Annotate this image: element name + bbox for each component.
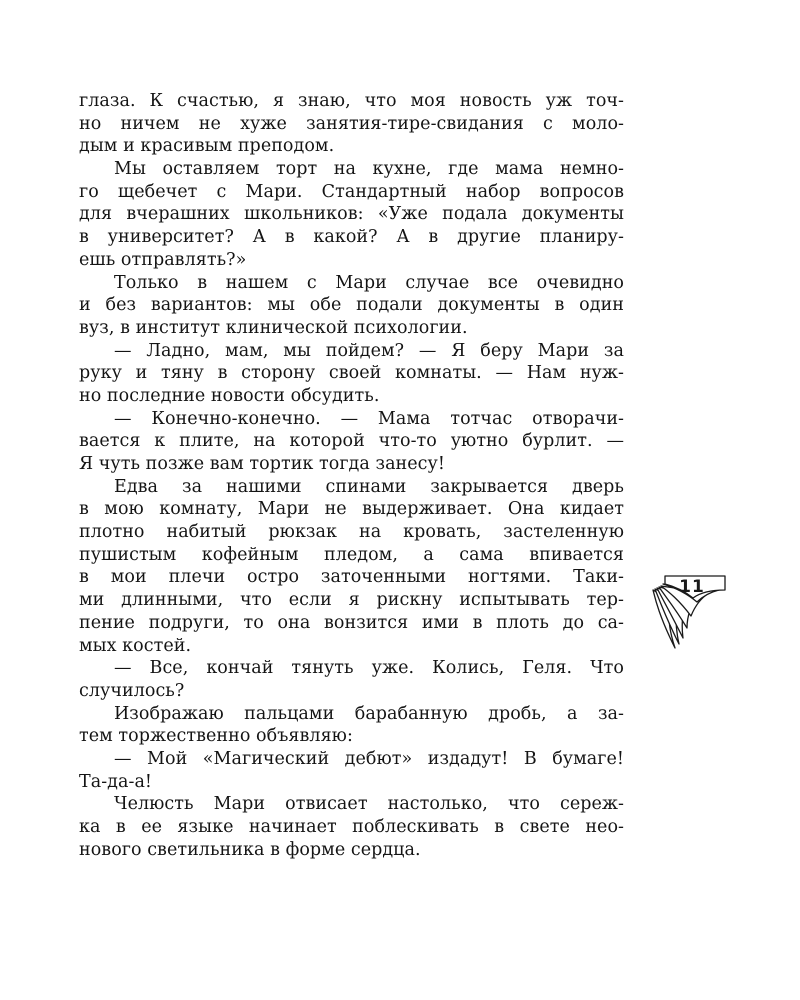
text-line: Только в нашем с Мари случае все очевидно (114, 272, 624, 293)
text-line: для вчерашних школьников: «Уже подала документы (79, 204, 624, 225)
text-line: Я чуть позже вам тортик тогда занесу! (79, 454, 445, 474)
text-line: ешь отправлять?» (79, 249, 247, 270)
text-line: вуз, в институт клинической психологии. (79, 317, 468, 338)
text-line: но ничем не хуже занятия-тире-свидания с моло- (79, 113, 624, 134)
body-text (79, 90, 624, 861)
text-line: случилось? (79, 680, 185, 701)
text-line: и без вариантов: мы обе подали документы в один (79, 295, 624, 316)
text-line: мых костей. (79, 635, 192, 656)
page-number: 11 (679, 577, 705, 597)
text-line: Едва за нашими спинами закрывается дверь (114, 476, 624, 497)
text-line: плотно набитый рюкзак на кровать, застеленную (79, 522, 624, 543)
text-line: в мои плечи остро заточенными ногтями. Таки- (79, 567, 624, 588)
text-line: го щебечет с Мари. Стандартный набор вопросов (79, 181, 624, 202)
text-line: ми длинными, что если я рискну испытывать тер- (79, 590, 624, 611)
text-line: — Ладно, мам, мы пойдем? — Я беру Мари за (114, 340, 624, 361)
text-line: — Все, кончай тянуть уже. Колись, Геля. Что (114, 658, 624, 679)
text-line: Изображаю пальцами барабанную дробь, а за- (114, 703, 624, 724)
text-line: в университет? А в какой? А в другие планиру- (79, 227, 624, 248)
text-line: Челюсть Мари отвисает настолько, что сереж- (114, 794, 624, 815)
text-line: в мою комнату, Мари не выдерживает. Она кидает (79, 499, 624, 520)
text-line: но последние новости обсудить. (79, 385, 380, 406)
text-line: Мы оставляем торт на кухне, где мама немно- (114, 159, 624, 180)
text-line: ка в ее языке начинает поблескивать в свете нео- (79, 817, 624, 837)
text-line: дым и красивым преподом. (79, 136, 335, 157)
text-line: Та-да-а! (79, 771, 153, 792)
text-line: — Мой «Магический дебют» издадут! В бумаге! (114, 748, 624, 769)
text-line: пушистым кофейным пледом, а сама впивается (79, 544, 624, 565)
text-line: вается к плите, на которой что-то уютно бурлит. — (79, 431, 624, 452)
text-line: — Конечно-конечно. — Мама тотчас отворачи- (114, 408, 624, 429)
text-line: нового светильника в форме сердца. (79, 839, 421, 860)
text-line: тем торжественно объявляю: (79, 726, 353, 747)
text-line: глаза. К счастью, я знаю, что моя новость уж точ- (79, 91, 624, 111)
text-line: пение подруги, то она вонзится ими в плоть до са- (79, 612, 624, 633)
text-line: руку и тяну в сторону своей комнаты. — Нам нуж- (79, 363, 624, 384)
